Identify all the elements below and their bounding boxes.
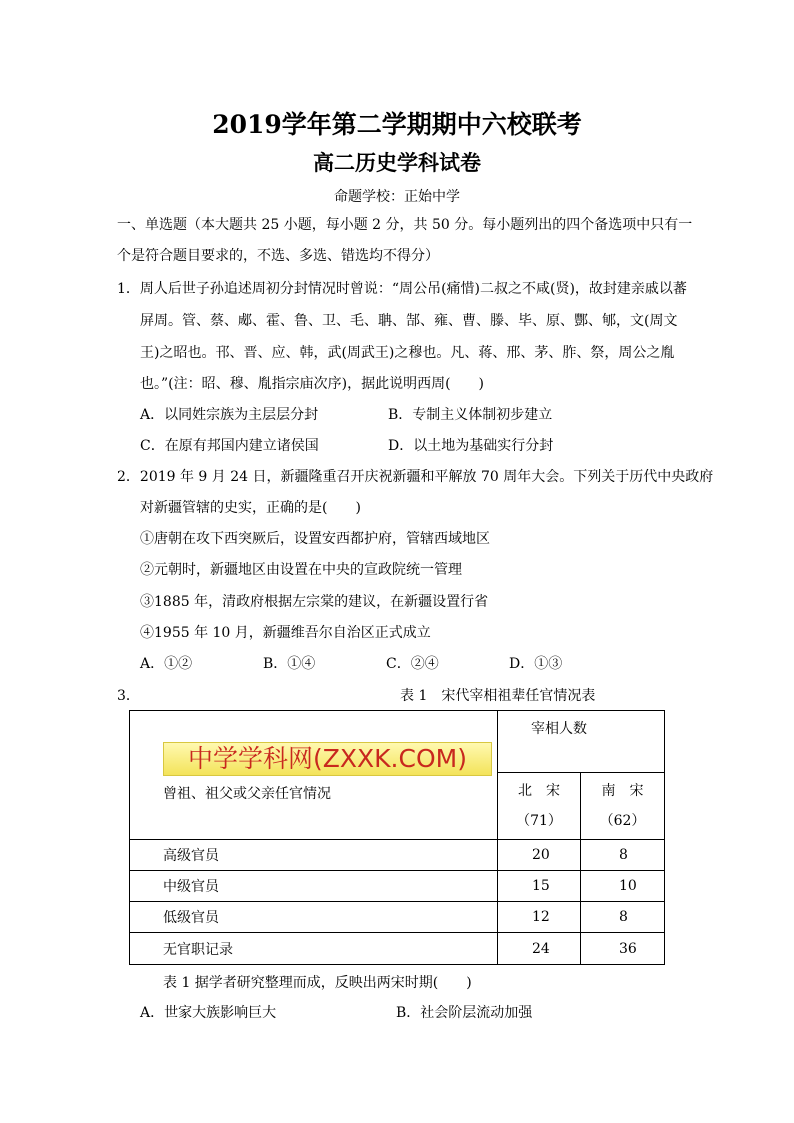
q2-option-c: C．②④ <box>386 656 439 672</box>
q3-row-label: 高级官员 <box>130 840 498 871</box>
q1-option-a: A．以同姓宗族为主层层分封 <box>140 407 319 423</box>
q3-row-label: 中级官员 <box>130 871 498 902</box>
q3-row-north: 20 <box>498 840 581 871</box>
q1-line-4: 也。”(注：昭、穆、胤指宗庙次序)，据此说明西周( ) <box>140 376 485 392</box>
table-row <box>130 871 665 902</box>
q3-north-count: （71） <box>516 813 562 829</box>
q3-row-label: 低级官员 <box>130 902 498 933</box>
q2-item-2: ②元朝时，新疆地区由设置在中央的宣政院统一管理 <box>140 562 462 578</box>
q1-line-3: 王)之昭也。邗、晋、应、韩，武(周武王)之穆也。凡、蒋、邢、茅、胙、祭，周公之胤 <box>140 345 675 361</box>
q3-south-count: （62） <box>599 813 646 829</box>
q3-row-north: 15 <box>498 871 581 902</box>
q3-north-label: 北 宋 <box>518 783 560 799</box>
q3-option-b: B．社会阶层流动加强 <box>396 1005 533 1021</box>
q3-north-header <box>498 773 581 840</box>
table-row <box>130 840 665 871</box>
q3-row-south: 8 <box>581 902 665 933</box>
q3-col-header: 曾祖、祖父或父亲任官情况 <box>130 711 498 840</box>
q2-option-b: B．①④ <box>263 656 316 672</box>
q2-option-a: A．①② <box>140 656 193 672</box>
q3-row-north: 12 <box>498 902 581 933</box>
q3-row-south: 10 <box>581 871 665 902</box>
q2-option-d: D．①③ <box>509 656 563 672</box>
q2-item-1: ①唐朝在攻下西突厥后，设置安西都护府，管辖西域地区 <box>140 531 490 547</box>
q3-option-a: A．世家大族影响巨大 <box>140 1005 277 1021</box>
q2-line-1: 2．2019 年 9 月 24 日，新疆隆重召开庆祝新疆和平解放 70 周年大会。下列关于历代中央政府 <box>117 469 714 485</box>
q1-option-d: D．以土地为基础实行分封 <box>388 438 554 454</box>
q3-stem: 表 1 据学者研究整理而成，反映出两宋时期( ) <box>163 975 472 991</box>
q2-item-3: ③1885 年，清政府根据左宗棠的建议，在新疆设置行省 <box>140 594 489 610</box>
q3-row-south: 36 <box>581 933 665 965</box>
q1-line-1: 1．周人后世子孙追述周初分封情况时曾说：“周公吊(痛惜)二叔之不咸(贤)，故封建亲戚以蕃 <box>117 281 687 297</box>
exam-subtitle: 高二历史学科试卷 <box>313 150 481 175</box>
q3-south-label: 南 宋 <box>601 783 644 799</box>
q2-line-2: 对新疆管辖的史实，正确的是( ) <box>140 500 361 516</box>
q3-row-label: 无官职记录 <box>130 933 498 965</box>
q3-row-north: 24 <box>498 933 581 965</box>
q2-item-4: ④1955 年 10 月，新疆维吾尔自治区正式成立 <box>140 625 431 641</box>
q1-option-c: C．在原有邦国内建立诸侯国 <box>140 438 319 454</box>
q3-number: 3． <box>117 688 140 704</box>
watermark-text: 中学学科网(ZXXK.COM) <box>188 744 467 773</box>
q3-group-header: 宰相人数 <box>498 711 665 773</box>
section-instruction-line-2: 个是符合题目要求的，不选、多选、错选均不得分） <box>117 248 439 264</box>
q1-line-2: 屏周。管、蔡、郕、霍、鲁、卫、毛、聃、郜、雍、曹、滕、毕、原、酆、郇，文(周文 <box>140 313 678 329</box>
q3-table-caption: 表 1 宋代宰相祖辈任官情况表 <box>400 688 596 704</box>
q1-option-b: B．专制主义体制初步建立 <box>388 407 553 423</box>
exam-school: 命题学校：正始中学 <box>334 189 460 205</box>
table-row <box>130 933 665 965</box>
q3-row-south: 8 <box>581 840 665 871</box>
section-instruction-line-1: 一、单选题（本大题共 25 小题，每小题 2 分，共 50 分。每小题列出的四个备选项中只有一 <box>117 217 693 233</box>
exam-title: 2019学年第二学期期中六校联考 <box>212 110 582 139</box>
table-row <box>130 902 665 933</box>
q3-south-header <box>581 773 665 840</box>
watermark-logo <box>163 742 492 776</box>
